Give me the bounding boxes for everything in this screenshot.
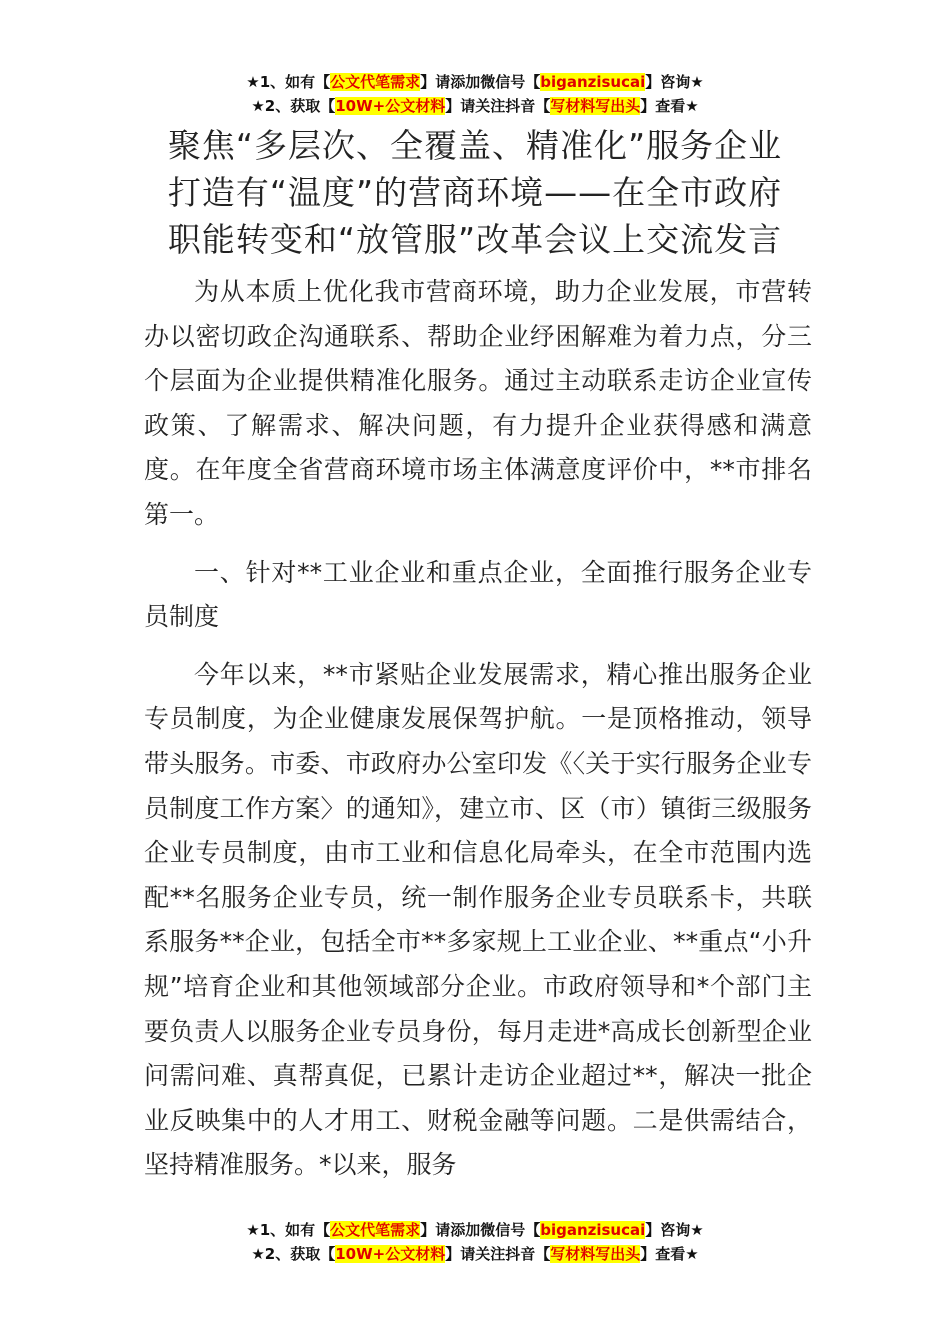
highlight-service-need: 公文代笔需求 <box>330 1221 421 1239</box>
highlight-wechat-id: biganzisucai <box>540 73 646 91</box>
banner-line-2: ★2、获取【10W+公文材料】请关注抖音【写材料写出头】查看★ <box>251 1245 699 1263</box>
title-line-2: 打造有“温度”的营商环境——在全市政府 <box>167 173 783 212</box>
paragraph-intro: 为从本质上优化我市营商环境，助力企业发展，市营转办以密切政企沟通联系、帮助企业纾困解难为着力点，分三个层面为企业提供精准化服务。通过主动联系走访企业宣传政策、了解需求、解决问题，有力提升企业获得感和满意度。在年度全省营商环境市场主体满意度评价中，**市排名第一。 <box>144 277 812 529</box>
highlight-service-need: 公文代笔需求 <box>330 73 421 91</box>
highlight-materials: 10W+公文材料 <box>335 97 446 115</box>
document-body <box>144 270 812 1188</box>
top-banner <box>0 70 950 118</box>
paragraph-section-1: 今年以来，**市紧贴企业发展需求，精心推出服务企业专员制度，为企业健康发展保驾护航。一是顶格推动，领导带头服务。市委、市政府办公室印发《〈关于实行服务企业专员制度工作方案〉的通知》，建立市、区（市）镇街三级服务企业专员制度，由市工业和信息化局牵头，在全市范围内选配**名服务企业专员，统一制作服务企业专员联系卡，共联系服务**企业，包括全市**多家规上工业企业、**重点“小升规”培育企业和其他领域部分企业。市政府领导和*个部门主要负责人以服务企业专员身份，每月走进*高成长创新型企业问需问难、真帮真促，已累计走访企业超过**，解决一批企业反映集中的人才用工、财税金融等问题。二是供需结合，坚持精准服务。*以来，服务 <box>144 659 812 1180</box>
document-title <box>140 122 810 263</box>
banner-line-2: ★2、获取【10W+公文材料】请关注抖音【写材料写出头】查看★ <box>251 97 699 115</box>
highlight-douyin: 写材料写出头 <box>550 97 641 115</box>
highlight-douyin: 写材料写出头 <box>550 1245 641 1263</box>
highlight-wechat-id: biganzisucai <box>540 1221 646 1239</box>
banner-line-1: ★1、如有【公文代笔需求】请添加微信号【biganzisucai】咨询★ <box>246 1221 704 1239</box>
highlight-materials: 10W+公文材料 <box>335 1245 446 1263</box>
bottom-banner <box>0 1218 950 1266</box>
title-line-1: 聚焦“多层次、全覆盖、精准化”服务企业 <box>167 126 783 165</box>
title-line-3: 职能转变和“放管服”改革会议上交流发言 <box>167 220 783 259</box>
section-heading-1: 一、针对**工业企业和重点企业，全面推行服务企业专员制度 <box>144 557 812 632</box>
banner-line-1: ★1、如有【公文代笔需求】请添加微信号【biganzisucai】咨询★ <box>246 73 704 91</box>
